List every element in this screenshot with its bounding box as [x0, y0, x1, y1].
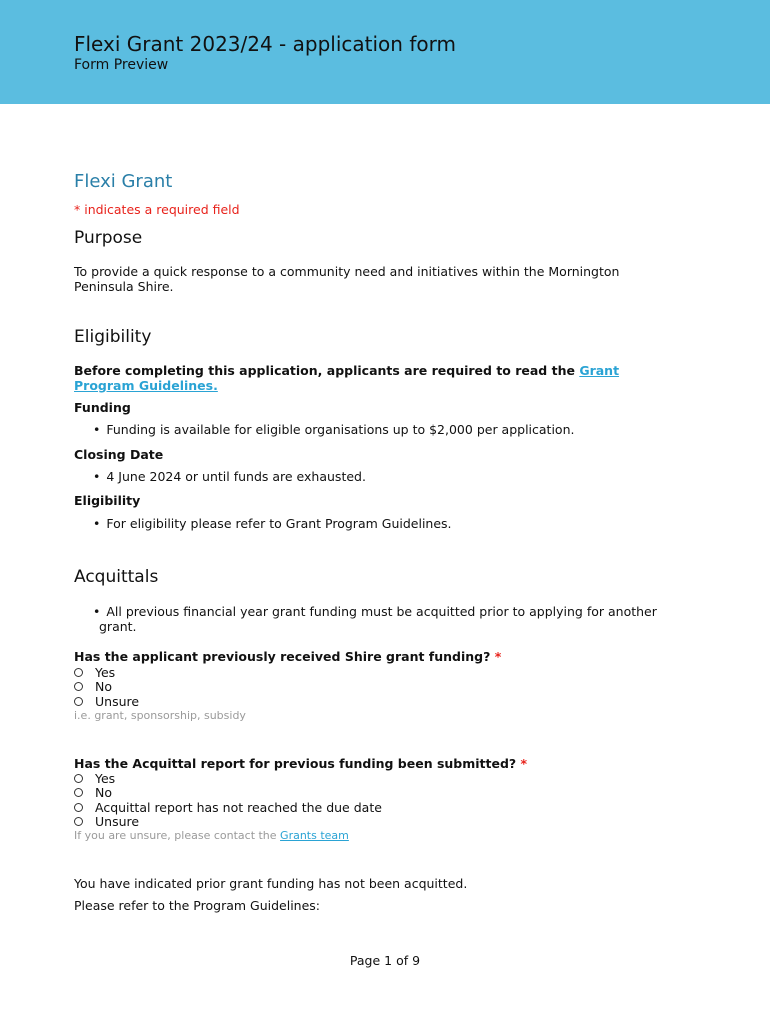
radio-option-unsure[interactable]: [74, 815, 382, 830]
radio-option-no[interactable]: [74, 680, 139, 695]
purpose-text-line1: To provide a quick response to a community need and initiatives within the Mornington: [74, 264, 620, 279]
purpose-heading: Purpose: [74, 228, 143, 248]
guidelines-link-part2[interactable]: Program Guidelines.: [74, 378, 218, 393]
prior-funding-hint: i.e. grant, sponsorship, subsidy: [74, 709, 246, 722]
eligibility-bullet: • For eligibility please refer to Grant Program Guidelines.: [93, 516, 452, 531]
radio-label: Yes: [95, 664, 116, 680]
question-prior-funding-label: [74, 649, 501, 664]
closing-date-bullet: • 4 June 2024 or until funds are exhausted.: [93, 469, 366, 484]
form-preview-subtitle: Form Preview: [74, 57, 169, 73]
required-asterisk: *: [520, 756, 528, 771]
notice-line1: You have indicated prior grant funding has not been acquitted.: [74, 876, 468, 891]
header-banner: [0, 0, 770, 104]
radio-label: Acquittal report has not reached the due date: [95, 799, 382, 815]
radio-button[interactable]: [74, 668, 83, 677]
radio-label: Yes: [95, 770, 116, 786]
purpose-text-line2: Peninsula Shire.: [74, 279, 174, 294]
radio-label: No: [95, 785, 112, 801]
guidelines-link-part1[interactable]: Grant: [579, 363, 620, 378]
eligibility-heading: Eligibility: [74, 327, 152, 347]
acquittals-heading: Acquittals: [74, 567, 159, 587]
radio-option-no[interactable]: [74, 786, 382, 801]
grants-team-link[interactable]: Grants team: [280, 829, 349, 842]
required-asterisk: *: [494, 649, 502, 664]
acquittals-bullet-line1: • All previous financial year grant funding must be acquitted prior to applying for another: [93, 604, 657, 619]
funding-label: Funding: [74, 400, 131, 415]
form-window-title: Flexi Grant 2023/24 - application form: [74, 32, 456, 56]
funding-bullet: • Funding is available for eligible organisations up to $2,000 per application.: [93, 422, 574, 437]
radio-button[interactable]: [74, 697, 83, 706]
form-title: Flexi Grant: [74, 171, 173, 192]
eligibility-intro-line2: [74, 378, 218, 393]
radio-label: Unsure: [95, 693, 140, 709]
hint-text: If you are unsure, please contact the: [74, 829, 281, 842]
radio-label: Unsure: [95, 814, 140, 830]
required-field-note: * indicates a required field: [74, 202, 240, 217]
acquittals-bullet-line2: grant.: [99, 619, 137, 634]
prior-funding-options: [74, 665, 139, 709]
question-acquittal-submitted-text: Has the Acquittal report for previous funding been submitted?: [74, 756, 517, 771]
radio-button[interactable]: [74, 682, 83, 691]
radio-button[interactable]: [74, 803, 83, 812]
closing-date-label: Closing Date: [74, 447, 164, 462]
eligibility-intro-text: Before completing this application, applicants are required to read the: [74, 363, 580, 378]
eligibility-label: Eligibility: [74, 493, 141, 508]
acquittal-submitted-hint: [74, 829, 349, 842]
radio-button[interactable]: [74, 788, 83, 797]
question-prior-funding-text: Has the applicant previously received Shire grant funding?: [74, 649, 491, 664]
page-indicator: Page 1 of 9: [349, 953, 421, 968]
radio-option-yes[interactable]: [74, 771, 382, 786]
radio-option-unsure[interactable]: [74, 694, 139, 709]
question-acquittal-submitted-label: [74, 756, 527, 771]
radio-label: No: [95, 679, 112, 695]
notice-line2: Please refer to the Program Guidelines:: [74, 898, 321, 913]
radio-button[interactable]: [74, 774, 83, 783]
eligibility-intro: [74, 363, 619, 378]
acquittal-submitted-options: [74, 771, 382, 829]
radio-option-yes[interactable]: [74, 665, 139, 680]
radio-option-not-due[interactable]: [74, 800, 382, 815]
radio-button[interactable]: [74, 817, 83, 826]
